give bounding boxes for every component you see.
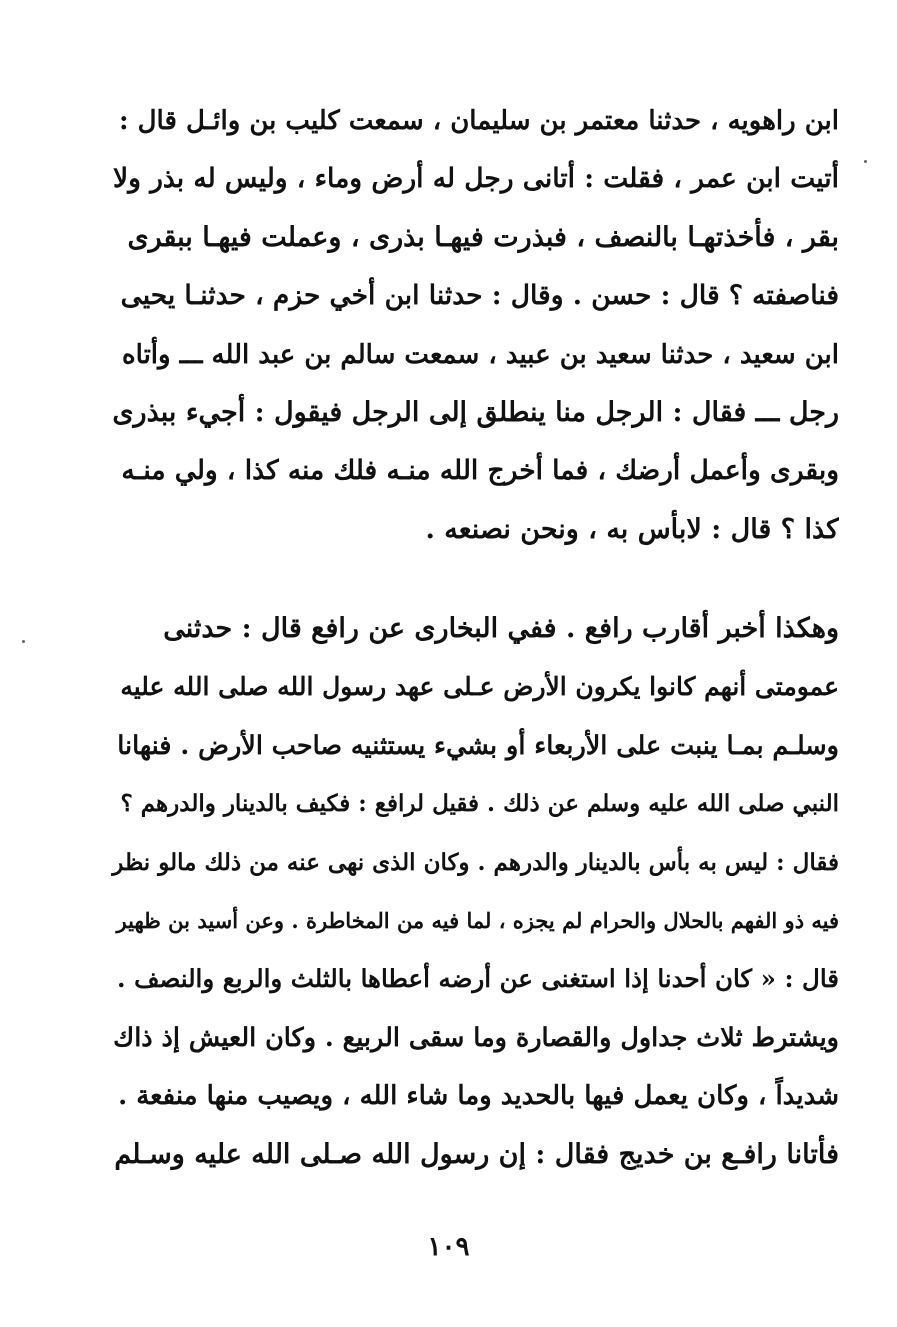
page-number: ١٠٩ — [427, 1232, 470, 1262]
text-line: فناصفته ؟ قال : حسن . وقال : حدثنا ابن أخي حزم ، حدثنـا يحيى — [120, 280, 839, 312]
text-line: النبي صلى الله عليه وسلم عن ذلك . فقيل لرافع : فكيف بالدينار والدرهم ؟ — [120, 790, 839, 818]
text-line: قال : « كان أحدنا إذا استغنى عن أرضه أعطاها بالثلث والربع والنصف . — [117, 964, 839, 994]
margin-speck — [22, 640, 25, 643]
text-line: بقر ، فأخذتهـا بالنصف ، فبذرت فيهـا بذرى ، وعملت فيهـا ببقرى — [127, 221, 839, 253]
text-line: عمومتى أنهم كانوا يكرون الأرض عـلى عهد رسول الله صلى الله عليه — [120, 672, 839, 702]
text-line: فقال : ليس به بأس بالدينار والدرهم . وكان الذى نهى عنه من ذلك مالو نظر — [112, 848, 839, 876]
text-line: فيه ذو الفهم بالحلال والحرام لم يجزه ، لما فيه من المخاطرة . وعن أسيد بن ظهير — [116, 907, 839, 933]
text-line: شديداً ، وكان يعمل فيها بالحديد وما شاء الله ، ويصيب منها منفعة . — [118, 1081, 839, 1112]
margin-speck — [864, 160, 867, 163]
text-line: رجل ـــ فقال : الرجل منا ينطلق إلى الرجل فيقول : أجيء ببذرى — [112, 396, 839, 428]
text-line: ويشترط ثلاث جداول والقصارة وما سقى الربيع . وكان العيش إذ ذاك — [113, 1022, 839, 1053]
text-line: أتيت ابن عمر ، فقلت : أتانى رجل له أرض وماء ، وليس له بذر ولا — [112, 163, 839, 195]
text-line: وسلـم بمـا ينبت على الأربعاء أو بشيء يستثنيه صاحب الأرض . فنهانا — [117, 730, 839, 761]
text-line: وبقرى وأعمل أرضك ، فما أخرج الله منـه فلك منه كذا ، ولي منـه — [121, 455, 839, 487]
text-line: وهكذا أخبر أقارب رافع . ففي البخارى عن رافع قال : حدثنى — [163, 613, 839, 644]
paragraph-1 — [111, 92, 839, 559]
text-line: ابن سعيد ، حدثنا سعيد بن عبيد ، سمعت سالم بن عبد الله ـــ وأتاه — [122, 339, 839, 370]
text-line: فأتانا رافـع بن خديج فقال : إن رسول الله صـلى الله عليه وسـلم — [114, 1138, 839, 1170]
text-line: ابن راهويه ، حدثنا معتمر بن سليمان ، سمعت كليب بن وائـل قال : — [119, 106, 839, 136]
text-line: كذا ؟ قال : لابأس به ، ونحن نصنعه . — [425, 513, 839, 545]
paragraph-2 — [111, 600, 839, 1184]
